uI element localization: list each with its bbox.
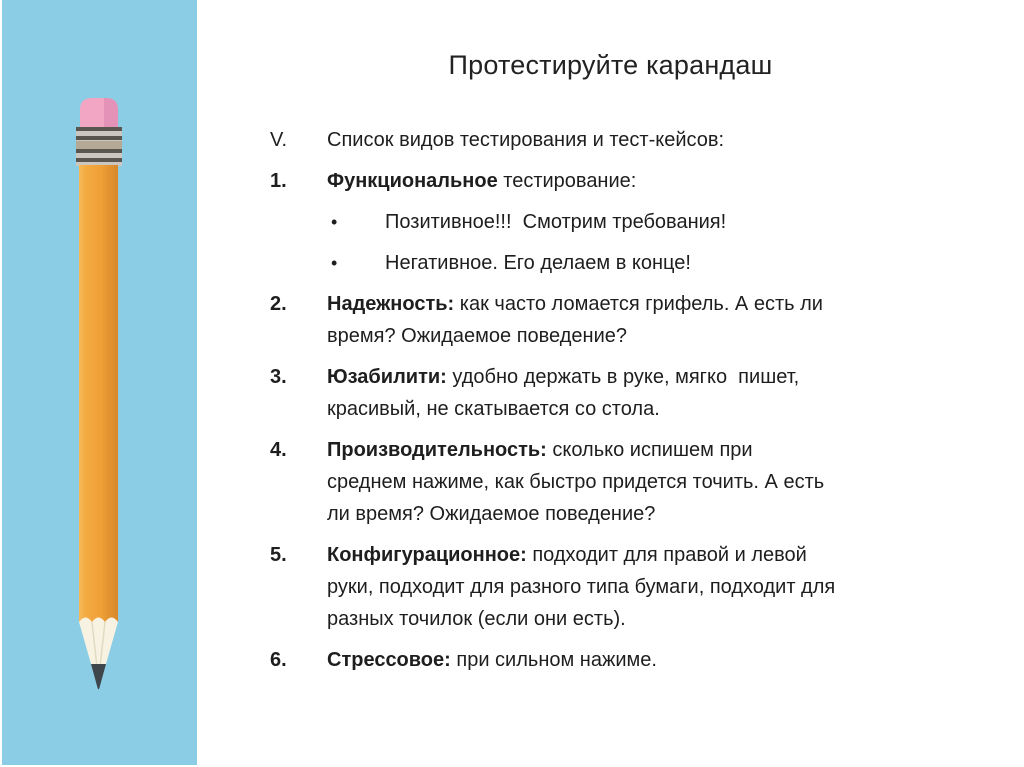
list-item [270, 644, 837, 676]
test-types-list [270, 124, 841, 685]
list-item-text: Функциональное тестирование: [327, 170, 637, 192]
slide-title: Протестируйте карандаш [448, 50, 773, 80]
list-item-text: Юзабилити: удобно держать в руке, мягко пишет, красивый, не скатывается со стола. [327, 366, 805, 420]
list-item [270, 288, 837, 352]
list-subitem-text: Позитивное!!! Смотрим требования! [385, 211, 727, 233]
list-item-number: 4. [270, 439, 287, 461]
list-item-text: Стрессовое: при сильном нажиме. [327, 649, 657, 671]
list-item [270, 361, 837, 425]
list-item-text: Список видов тестирования и тест-кейсов: [327, 129, 725, 151]
bullet-icon: • [331, 212, 338, 232]
pencil-body [79, 165, 118, 622]
pencil-graphite-tip [91, 664, 106, 690]
list-subitem-text: Негативное. Его делаем в конце! [385, 252, 691, 274]
list-item-text: Производительность: сколько испишем при среднем нажиме, как быстро придется точить. А есть ли время? Ожидаемое поведение? [327, 439, 830, 525]
list-item-text: Надежность: как часто ломается грифель. А есть ли время? Ожидаемое поведение? [327, 293, 829, 347]
pencil-eraser [80, 98, 118, 131]
list-subitem [270, 206, 837, 238]
list-item-number: 5. [270, 544, 287, 566]
bullet-icon: • [331, 253, 338, 273]
list-item-number: 3. [270, 366, 287, 388]
list-item-marker: V. [270, 129, 288, 151]
list-item [270, 124, 837, 156]
list-subitem [270, 247, 837, 279]
pencil-illustration [0, 0, 197, 767]
list-item [270, 539, 841, 635]
list-item-number: 2. [270, 293, 287, 315]
list-item [270, 434, 837, 530]
list-item-number: 1. [270, 170, 287, 192]
list-item [270, 165, 837, 197]
pencil-ferrule [76, 127, 122, 166]
list-item-number: 6. [270, 649, 287, 671]
list-item-text: Конфигурационное: подходит для правой и левой руки, подходит для разного типа бумаги, подходит для разных точилок (если они есть). [327, 544, 841, 630]
